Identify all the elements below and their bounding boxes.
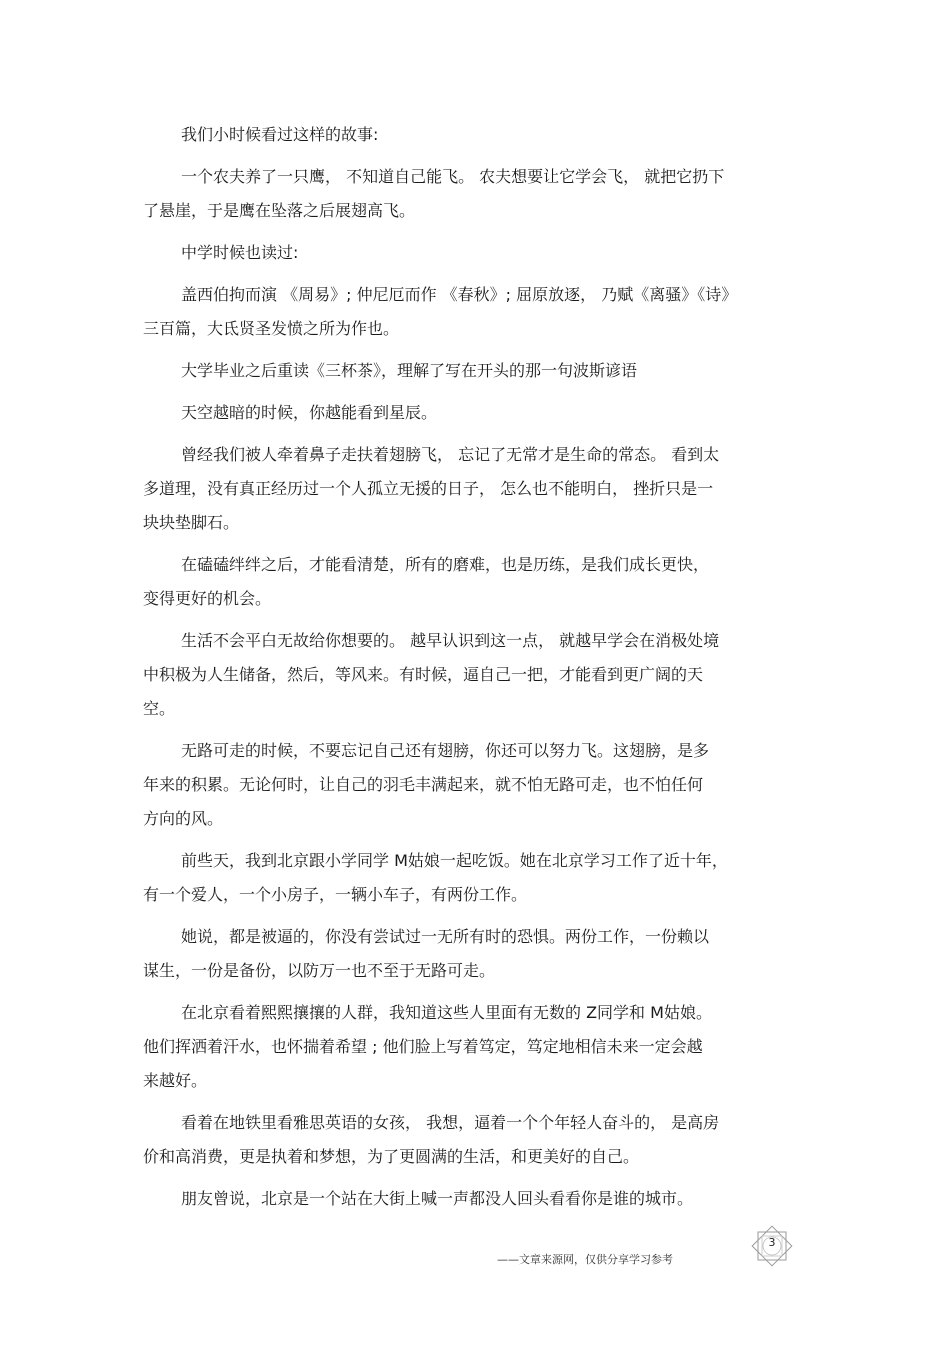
paragraph xyxy=(143,920,808,988)
paragraph-line: 谋生，一份是备份，以防万一也不至于无路可走。 xyxy=(143,961,496,980)
paragraph-line: 方向的风。 xyxy=(143,809,224,828)
paragraph-line: 块块垫脚石。 xyxy=(143,513,240,532)
paragraph-line: 空。 xyxy=(143,699,176,718)
paragraph-line: 有一个爱人，一个小房子，一辆小车子，有两份工作。 xyxy=(143,885,528,904)
paragraph-line: 看着在地铁里看雅思英语的女孩， 我想，逼着一个个年轻人奋斗的， 是高房 xyxy=(181,1113,720,1132)
page-number-badge xyxy=(748,1222,796,1270)
paragraph xyxy=(143,1182,808,1216)
page-footer xyxy=(0,1218,950,1278)
paragraph xyxy=(143,548,808,616)
paragraph-line: 三百篇，大氐贤圣发愤之所为作也。 xyxy=(143,319,400,338)
article-body xyxy=(143,118,808,1224)
paragraph xyxy=(143,1106,808,1174)
paragraph-line: 变得更好的机会。 xyxy=(143,589,272,608)
paragraph-line: 多道理，没有真正经历过一个人孤立无援的日子， 怎么也不能明白， 挫折只是一 xyxy=(143,479,714,498)
paragraph xyxy=(143,438,808,540)
paragraph-line: 了悬崖，于是鹰在坠落之后展翅高飞。 xyxy=(143,201,416,220)
paragraph-line: 中学时候也读过: xyxy=(181,243,299,262)
paragraph-line: 生活不会平白无故给你想要的。 越早认识到这一点， 就越早学会在消极处境 xyxy=(181,631,720,650)
paragraph-line: 她说，都是被逼的，你没有尝试过一无所有时的恐惧。两份工作，一份赖以 xyxy=(181,927,710,946)
paragraph xyxy=(143,844,808,912)
paragraph-line: 前些天，我到北京跟小学同学 M姑娘一起吃饭。她在北京学习工作了近十年， xyxy=(181,851,728,870)
paragraph xyxy=(143,160,808,228)
paragraph-line: 中积极为人生储备，然后，等风来。有时候，逼自己一把，才能看到更广阔的天 xyxy=(143,665,704,684)
paragraph-line: 天空越暗的时候，你越能看到星辰。 xyxy=(181,403,438,422)
paragraph-line: 在磕磕绊绊之后，才能看清楚，所有的磨难，也是历练，是我们成长更快， xyxy=(181,555,710,574)
paragraph-line: 价和高消费，更是执着和梦想，为了更圆满的生活，和更美好的自己。 xyxy=(143,1147,640,1166)
paragraph-line: 朋友曾说，北京是一个站在大街上喊一声都没人回头看看你是谁的城市。 xyxy=(181,1189,694,1208)
paragraph-line: 年来的积累。无论何时，让自己的羽毛丰满起来，就不怕无路可走，也不怕任何 xyxy=(143,775,704,794)
paragraph-line: 无路可走的时候，不要忘记自己还有翅膀，你还可以努力飞。这翅膀，是多 xyxy=(181,741,710,760)
paragraph-line: 一个农夫养了一只鹰， 不知道自己能飞。 农夫想要让它学会飞， 就把它扔下 xyxy=(181,167,725,186)
paragraph-line: 他们挥洒着汗水，也怀揣着希望 ; 他们脸上写着笃定，笃定地相信未来一定会越 xyxy=(143,1037,703,1056)
paragraph-line: 来越好。 xyxy=(143,1071,208,1090)
source-note: ——文章来源网，仅供分享学习参考 xyxy=(497,1253,673,1266)
paragraph xyxy=(143,118,808,152)
paragraph-line: 大学毕业之后重读《三杯茶》，理解了写在开头的那一句波斯谚语 xyxy=(181,361,638,380)
paragraph xyxy=(143,354,808,388)
paragraph xyxy=(143,996,808,1098)
paragraph xyxy=(143,734,808,836)
paragraph xyxy=(143,396,808,430)
paragraph xyxy=(143,236,808,270)
paragraph xyxy=(143,278,808,346)
page-number: 3 xyxy=(768,1236,776,1249)
paragraph-line: 曾经我们被人牵着鼻子走扶着翅膀飞， 忘记了无常才是生命的常态。 看到太 xyxy=(181,445,720,464)
paragraph-line: 盖西伯拘而演 《周易》; 仲尼厄而作 《春秋》; 屈原放逐， 乃赋《离骚》《诗》 xyxy=(181,285,738,304)
paragraph-line: 在北京看着熙熙攘攘的人群，我知道这些人里面有无数的 Z同学和 M姑娘。 xyxy=(181,1003,712,1022)
paragraph-line: 我们小时候看过这样的故事: xyxy=(181,125,379,144)
paragraph xyxy=(143,624,808,726)
